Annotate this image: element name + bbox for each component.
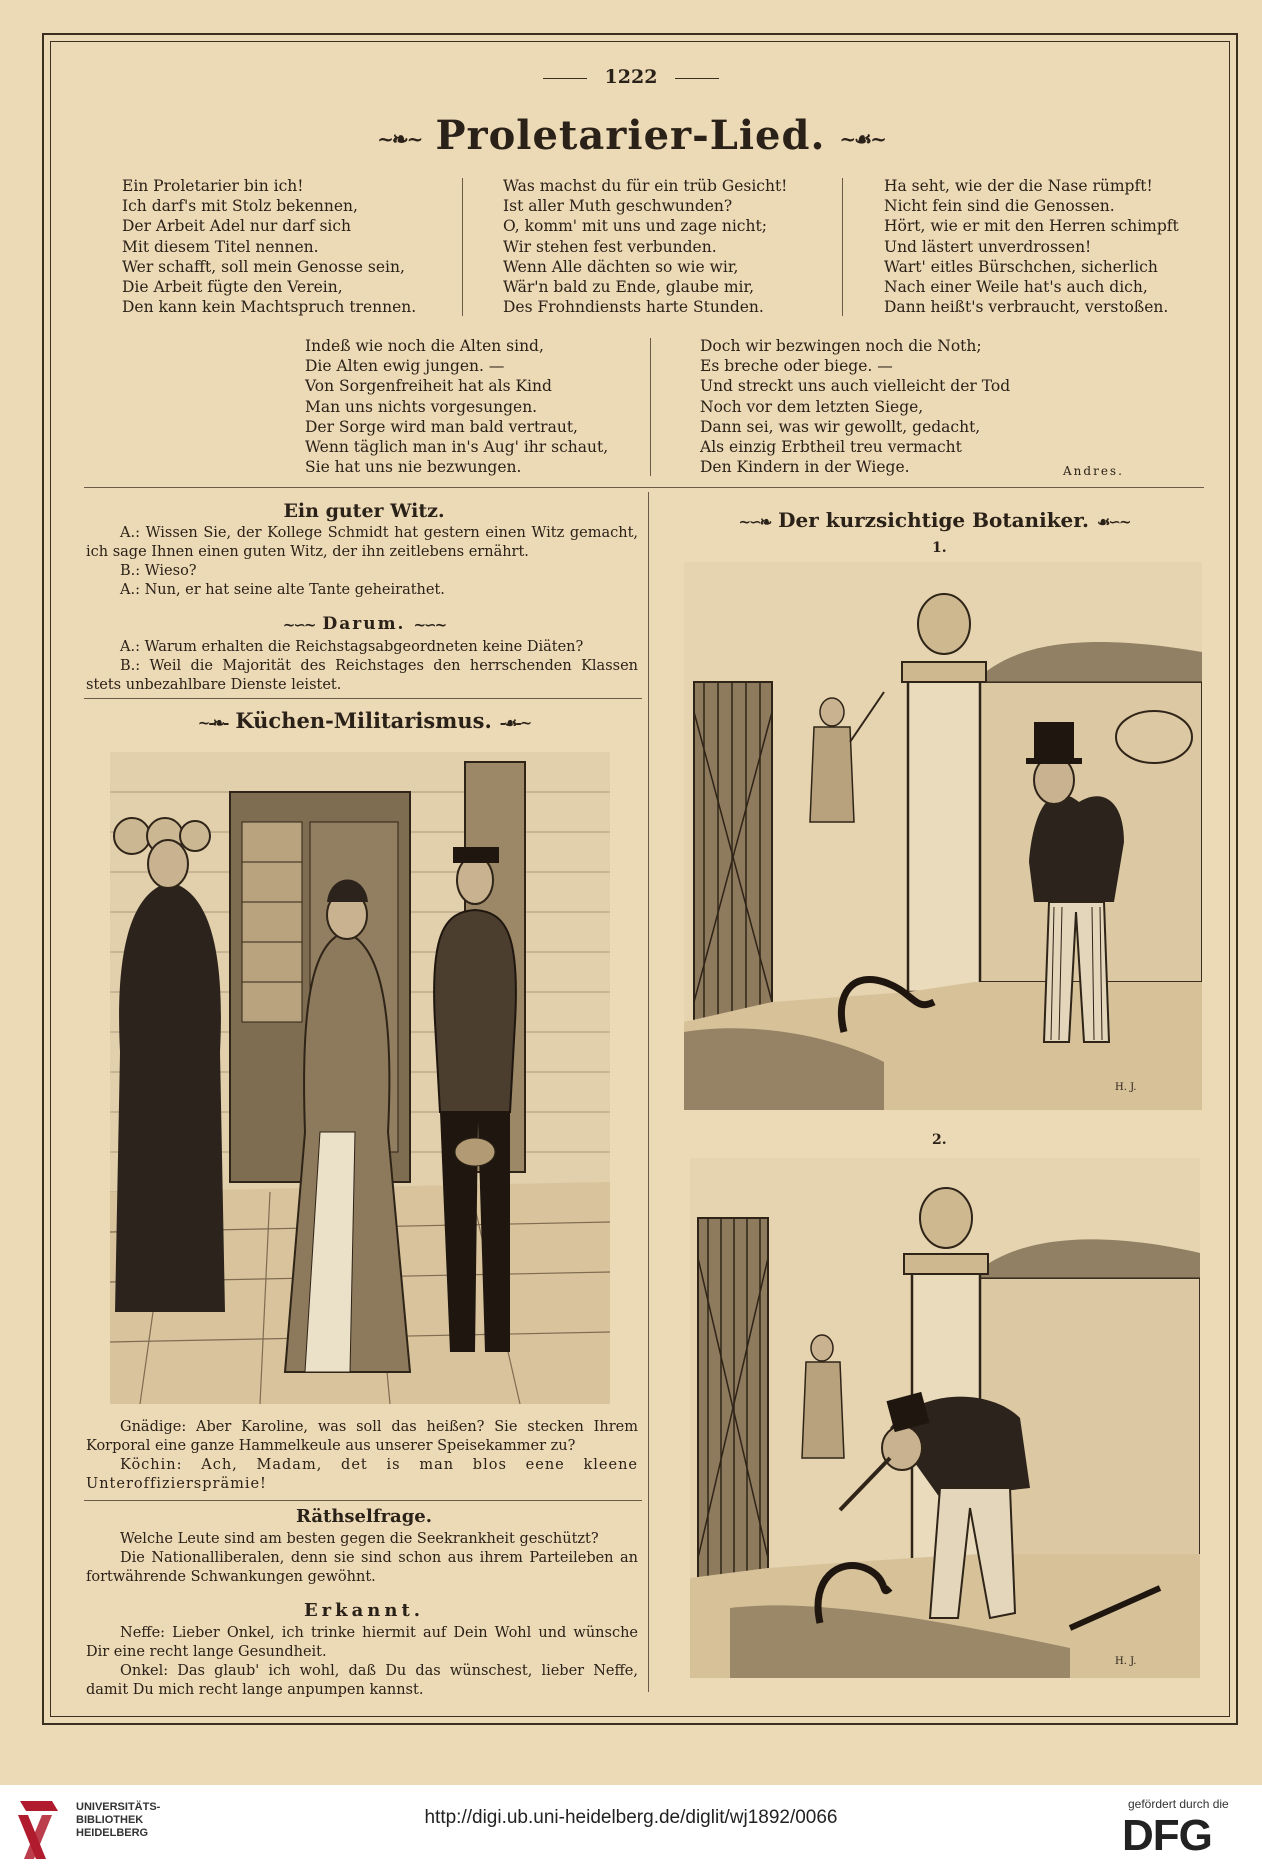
poem-line: Die Arbeit fügte den Verein, <box>122 278 343 297</box>
kuechen-ornament-right-icon: -☙-~ <box>499 713 531 732</box>
poem-stanza-1 <box>122 176 416 317</box>
raethsel-text <box>86 1530 638 1587</box>
poem-line: Wart' eitles Bürschchen, sicherlich <box>884 257 1158 276</box>
botaniker-panel-1 <box>684 562 1202 1110</box>
kuechen-caption <box>86 1418 638 1494</box>
darum-title: Darum. <box>322 614 406 634</box>
witz-line-2: B.: Wieso? <box>120 563 197 579</box>
poem-stanza-3 <box>884 176 1179 317</box>
poem-signature: Andres. <box>1063 464 1124 478</box>
kitchen-illustration <box>110 752 610 1404</box>
poem-line: Noch vor dem letzten Siege, <box>700 397 924 416</box>
poem-line: Nicht fein sind die Genossen. <box>884 197 1115 216</box>
poem-line: Und streckt uns auch vielleicht der Tod <box>700 377 1011 396</box>
poem-stanza-5 <box>700 336 1010 477</box>
panel-2-initials: H. J. <box>1115 1656 1137 1667</box>
footer-bar <box>0 1785 1262 1876</box>
darum-line-1: A.: Warum erhalten die Reichstagsabgeordneten keine Diäten? <box>120 639 584 655</box>
kuechen-title: Küchen-Militarismus. <box>235 708 492 733</box>
poem-line: Dann heißt's verbraucht, verstoßen. <box>884 298 1169 317</box>
column-divider <box>648 492 649 1692</box>
botaniker-ornament-right-icon: ☙∽~ <box>1096 512 1130 531</box>
dfg-logo: DFG <box>1122 1811 1212 1860</box>
poem-line: Ha seht, wie der die Nase rümpft! <box>884 177 1153 195</box>
darum-bottom-rule <box>84 698 642 699</box>
poem-line: Ist aller Muth geschwunden? <box>503 197 733 216</box>
witz-title: Ein guter Witz. <box>283 500 445 522</box>
poem-line: Wenn täglich man in's Aug' ihr schaut, <box>305 438 609 457</box>
erkannt-line-2: Onkel: Das glaub' ich wohl, daß Du das wünschest, lieber Neffe, damit Du mich recht lange anpumpen kannst. <box>86 1663 638 1698</box>
poem-line: Nach einer Weile hat's auch dich, <box>884 278 1148 297</box>
kuechen-ornament-left-icon: ~-❧- <box>197 713 228 732</box>
witz-text <box>86 524 638 600</box>
title-ornament-left-icon: ~❧~ <box>377 127 422 151</box>
poem-line: Ich darf's mit Stolz bekennen, <box>122 197 358 216</box>
witz-line-1: A.: Wissen Sie, der Kollege Schmidt hat gestern einen Witz gemacht, ich sage Ihnen einen guten Witz, der ihn zeitlebens ernährt. <box>86 525 638 560</box>
darum-ornament-left-icon: ~∽~ <box>282 615 315 634</box>
library-name: UNIVERSITÄTS- BIBLIOTHEK HEIDELBERG <box>76 1801 161 1839</box>
poem-line: Sie hat uns nie bezwungen. <box>305 458 522 477</box>
poem-line: Den Kindern in der Wiege. <box>700 458 910 477</box>
poem-divider-3 <box>650 338 651 476</box>
poem-line: Wenn Alle dächten so wie wir, <box>503 257 739 276</box>
darum-ornament-right-icon: ~∽~ <box>413 615 446 634</box>
raethsel-title: Räthselfrage. <box>295 1506 433 1527</box>
panel-1-initials: H. J. <box>1115 1082 1137 1093</box>
poem-line: O, komm' mit uns und zage nicht; <box>503 217 767 236</box>
raethsel-line-1: Welche Leute sind am besten gegen die Seekrankheit geschützt? <box>120 1531 599 1547</box>
erkannt-text <box>86 1624 638 1700</box>
poem-line: Der Arbeit Adel nur darf sich <box>122 217 352 236</box>
poem-line: Als einzig Erbtheil treu vermacht <box>700 438 962 457</box>
poem-line: Den kann kein Machtspruch trennen. <box>122 298 417 317</box>
poem-divider-1 <box>462 178 463 316</box>
poem-line: Indeß wie noch die Alten sind, <box>305 337 544 355</box>
poem-line: Doch wir bezwingen noch die Noth; <box>700 337 982 355</box>
main-title-line <box>0 112 1262 159</box>
poem-line: Wär'n bald zu Ende, glaube mir, <box>503 278 755 297</box>
kuechen-bottom-rule <box>84 1500 642 1501</box>
poem-line: Mit diesem Titel nennen. <box>122 237 319 256</box>
poem-line: Hört, wie er mit den Herren schimpft <box>884 217 1179 236</box>
poem-bottom-rule <box>84 487 1204 488</box>
poem-line: Die Alten ewig jungen. — <box>305 357 505 376</box>
witz-line-3: A.: Nun, er hat seine alte Tante geheirathet. <box>120 582 445 598</box>
darum-title-line <box>84 614 644 634</box>
page-number: 1222 <box>604 66 658 88</box>
poem-line: Wer schafft, soll mein Genosse sein, <box>122 257 405 276</box>
kuechen-title-line <box>84 708 644 733</box>
panel-1-label: 1. <box>932 540 947 556</box>
erkannt-title: Erkannt. <box>303 1600 425 1621</box>
source-url[interactable]: http://digi.ub.uni-heidelberg.de/diglit/wj1892/0066 <box>424 1807 838 1828</box>
page-number-line <box>0 66 1262 88</box>
main-title: Proletarier-Lied. <box>435 112 826 159</box>
poem-stanza-4 <box>305 336 608 477</box>
kuechen-caption-line-2: Köchin: Ach, Madam, det is man blos eene kleene Unteroffiziersprämie! <box>86 1457 638 1492</box>
botaniker-title: Der kurzsichtige Botaniker. <box>778 508 1089 532</box>
kuechen-caption-line-1: Gnädige: Aber Karoline, was soll das heißen? Sie stecken Ihrem Korporal eine ganze Hammelkeule aus unserer Speisekammer zu? <box>86 1419 638 1454</box>
poem-line: Dann sei, was wir gewollt, gedacht, <box>700 417 981 436</box>
raethsel-line-2: Die Nationalliberalen, denn sie sind schon aus ihrem Parteileben an fortwährende Schwankungen gewöhnt. <box>86 1550 638 1585</box>
poem-line: Und lästert unverdrossen! <box>884 237 1092 256</box>
poem-divider-2 <box>842 178 843 316</box>
panel-2-label: 2. <box>932 1132 947 1148</box>
erkannt-line-1: Neffe: Lieber Onkel, ich trinke hiermit auf Dein Wohl und wünsche Dir eine recht lange Gesundheit. <box>86 1625 638 1660</box>
poem-line: Der Sorge wird man bald vertraut, <box>305 417 578 436</box>
poem-line: Es breche oder biege. — <box>700 357 893 376</box>
poem-line: Des Frohndiensts harte Stunden. <box>503 298 764 317</box>
poem-line: Was machst du für ein trüb Gesicht! <box>503 177 788 195</box>
botaniker-title-line <box>654 508 1214 532</box>
botaniker-ornament-left-icon: ~∽❧ <box>738 512 771 531</box>
botaniker-panel-2 <box>690 1158 1200 1678</box>
darum-text <box>86 638 638 695</box>
funded-by-label: gefördert durch die <box>1128 1797 1229 1811</box>
poem-stanza-2 <box>503 176 787 317</box>
poem-line: Von Sorgenfreiheit hat als Kind <box>305 377 552 396</box>
darum-line-2: B.: Weil die Majorität des Reichstages den herrschenden Klassen stets unbezahlbare Dienste leistet. <box>86 658 638 693</box>
poem-line: Man uns nichts vorgesungen. <box>305 397 538 416</box>
poem-line: Ein Proletarier bin ich! <box>122 177 304 195</box>
title-ornament-right-icon: ~☙~ <box>839 127 885 151</box>
poem-line: Wir stehen fest verbunden. <box>503 237 717 256</box>
